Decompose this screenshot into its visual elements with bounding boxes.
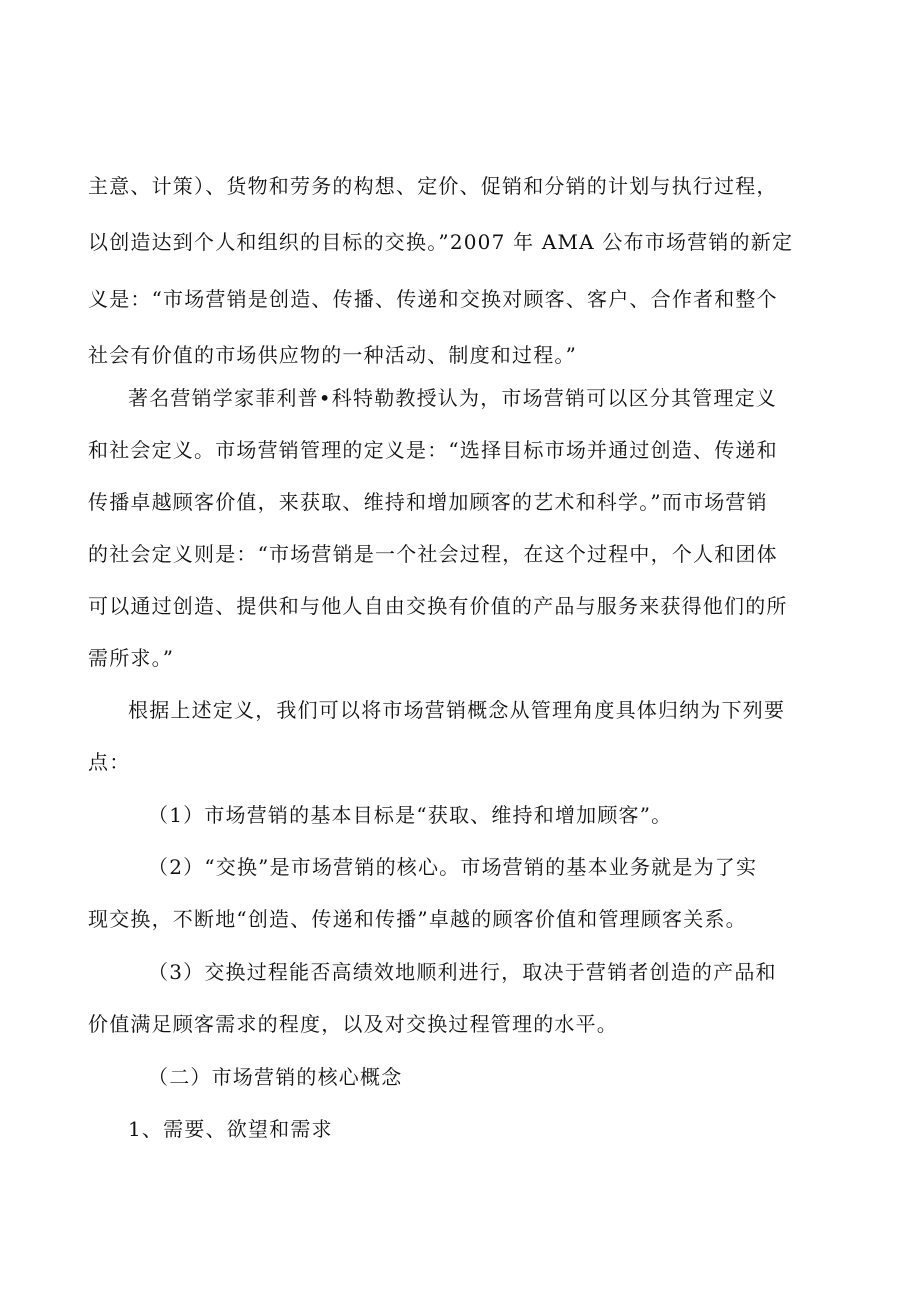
paragraph-2-line-2: 和社会定义。市场营销管理的定义是：“选择目标市场并通过创造、传递和 — [88, 438, 778, 462]
paragraph-3-line-2: 点： — [88, 750, 131, 774]
paragraph-1-line-2: 以创造达到个人和组织的目标的交换。”2007 年 AMA 公布市场营销的新定 — [88, 230, 794, 254]
subsection-heading: 1、需要、欲望和需求 — [128, 1117, 333, 1141]
paragraph-1-line-3: 义是：“市场营销是创造、传播、传递和交换对顾客、客户、合作者和整个 — [88, 287, 778, 311]
point-3-line-1: （3）交换过程能否高绩效地顺利进行，取决于营销者创造的产品和 — [148, 960, 777, 984]
paragraph-1-line-1 — [88, 171, 856, 201]
paragraph-1-line-4: 社会有价值的市场供应物的一种活动、制度和过程。” — [88, 343, 578, 367]
point-2-line-2: 现交换，不断地“创造、传递和传播”卓越的顾客价值和管理顾客关系。 — [88, 907, 747, 931]
paragraph-2-line-5: 可以通过创造、提供和与他人自由交换有价值的产品与服务来获得他们的所 — [88, 594, 788, 618]
section-heading: （二）市场营销的核心概念 — [148, 1065, 403, 1089]
point-2-line-1: （2）“交换”是市场营销的核心。市场营销的基本业务就是为了实 — [148, 855, 758, 879]
point-1-line-1: （1）市场营销的基本目标是“获取、维持和增加顾客”。 — [148, 803, 673, 827]
point-3-line-2: 价值满足顾客需求的程度，以及对交换过程管理的水平。 — [88, 1012, 618, 1036]
paragraph-2-line-1: 著名营销学家菲利普•科特勒教授认为，市场营销可以区分其管理定义 — [128, 386, 777, 410]
paragraph-2-line-4: 的社会定义则是：“市场营销是一个社会过程，在这个过程中，个人和团体 — [88, 542, 778, 566]
paragraph-3-line-1: 根据上述定义，我们可以将市场营销概念从管理角度具体归纳为下列要 — [128, 698, 786, 722]
paragraph-2-line-6: 需所求。” — [88, 646, 175, 670]
paragraph-1-line-1-text: 主意、计策）、货物和劳务的构想、定价、促销和分销的计划与执行过程， — [88, 174, 778, 198]
paragraph-2-line-3: 传播卓越顾客价值，来获取、维持和增加顾客的艺术和科学。”而市场营销 — [88, 490, 768, 514]
